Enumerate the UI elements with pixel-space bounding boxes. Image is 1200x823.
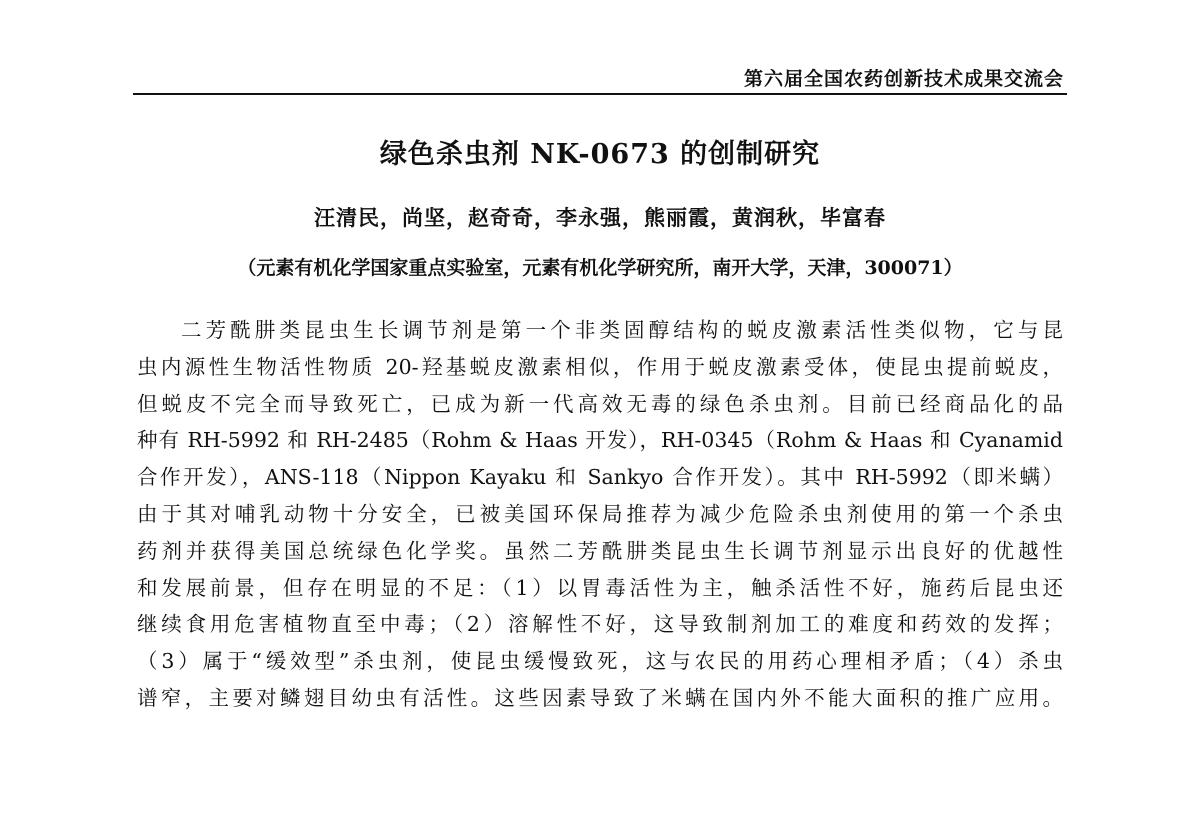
paragraph-line: 但蜕皮不完全而导致死亡，已成为新一代高效无毒的绿色杀虫剂。目前已经商品化的品 — [137, 391, 1063, 416]
header-rule — [133, 93, 1067, 95]
paragraph-line: 药剂并获得美国总统绿色化学奖。虽然二芳酰肼类昆虫生长调节剂显示出良好的优越性 — [137, 538, 1063, 563]
paragraph-line: 和发展前景，但存在明显的不足：（1）以胃毒活性为主，触杀活性不好，施药后昆虫还 — [137, 575, 1063, 600]
paragraph-line: 合作开发），ANS-118（Nippon Kayaku 和 Sankyo 合作开发）。其中 RH-5992（即米螨） — [137, 465, 1063, 490]
body-paragraph — [137, 312, 1063, 717]
author-list: 汪清民，尚坚，赵奇奇，李永强，熊丽霞，黄润秋，毕富春 — [314, 205, 886, 230]
paragraph-line: 二芳酰肼类昆虫生长调节剂是第一个非类固醇结构的蜕皮激素活性类似物，它与昆 — [181, 318, 1063, 342]
paragraph-line: 种有 RH-5992 和 RH-2485（Rohm & Haas 开发），RH-0345（Rohm & Haas 和 Cyanamid — [137, 428, 1063, 453]
paragraph-line: 由于其对哺乳动物十分安全，已被美国环保局推荐为减少危险杀虫剂使用的第一个杀虫 — [137, 501, 1063, 526]
paragraph-line: 继续食用危害植物直至中毒；（2）溶解性不好，这导致制剂加工的难度和药效的发挥； — [137, 612, 1063, 637]
paragraph-line: （3）属于“缓效型”杀虫剂，使昆虫缓慢致死，这与农民的用药心理相矛盾；（4）杀虫 — [137, 649, 1063, 674]
running-header: 第六届全国农药创新技术成果交流会 — [743, 68, 1064, 90]
paragraph-line: 谱窄，主要对鳞翅目幼虫有活性。这些因素导致了米螨在国内外不能大面积的推广应用。 — [137, 685, 1063, 710]
paragraph-line: 虫内源性生物活性物质 20-羟基蜕皮激素相似，作用于蜕皮激素受体，使昆虫提前蜕皮， — [137, 354, 1063, 379]
paper-title: 绿色杀虫剂 NK-0673 的创制研究 — [379, 139, 821, 170]
affiliation: （元素有机化学国家重点实验室，元素有机化学研究所，南开大学，天津，300071） — [237, 257, 963, 279]
